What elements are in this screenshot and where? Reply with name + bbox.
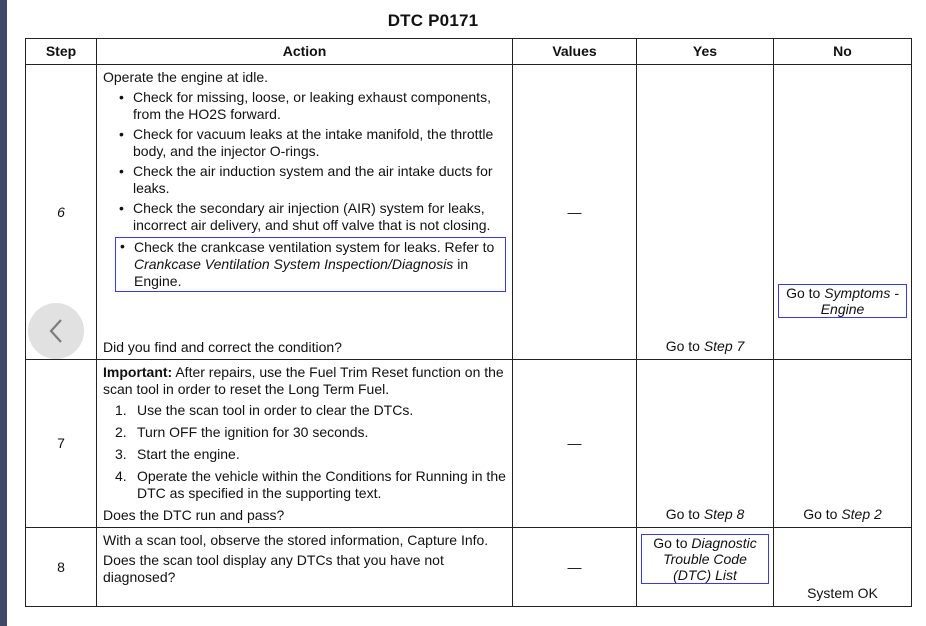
list-item — [115, 446, 506, 463]
header-action: Action — [97, 39, 513, 65]
list-item: • Check the secondary air injection (AIR) system for leaks, incorrect air delivery, and shut off valve that is not closing. — [115, 200, 506, 234]
viewer-left-edge — [0, 0, 7, 626]
values-cell: — — [513, 65, 637, 360]
header-values: Values — [513, 39, 637, 65]
action-question: Did you find and correct the condition? — [103, 339, 342, 355]
action-intro: Operate the engine at idle. — [103, 69, 269, 85]
list-item: • Check for vacuum leaks at the intake manifold, the throttle body, and the injector O-rings. — [115, 126, 506, 160]
step-number: 7 — [26, 360, 97, 528]
no-prefix: Go to — [786, 285, 821, 301]
no-cell: System OK — [774, 528, 912, 607]
item-text: Start the engine. — [137, 446, 240, 462]
action-text: With a scan tool, observe the stored information, Capture Info. — [103, 532, 489, 548]
header-step: Step — [26, 39, 97, 65]
item-text: Use the scan tool in order to clear the DTCs. — [137, 402, 414, 418]
crankcase-link-item[interactable] — [115, 237, 506, 292]
step-number: 6 — [26, 65, 97, 360]
list-item — [115, 424, 506, 441]
symptoms-engine-ref[interactable]: Symptoms - Engine — [820, 285, 899, 317]
no-prefix: Go to — [803, 506, 838, 522]
values-cell: — — [513, 360, 637, 528]
item-number: 1. — [115, 402, 127, 418]
item-number: 2. — [115, 424, 127, 440]
item-text: Turn OFF the ignition for 30 seconds. — [137, 424, 369, 440]
previous-page-button[interactable] — [28, 303, 84, 359]
table-row-step-7 — [26, 360, 912, 528]
table-row-step-6 — [26, 65, 912, 360]
page-title: DTC P0171 — [387, 11, 479, 30]
list-item-text: Check the crankcase ventilation system for leaks. Refer to — [134, 239, 495, 255]
yes-prefix: Go to — [665, 506, 700, 522]
goto-step-link[interactable]: Step 7 — [703, 338, 745, 354]
important-text: After repairs, use the Fuel Trim Reset function on the scan tool in order to reset the Long Term Fuel. — [103, 364, 504, 397]
values-cell: — — [513, 528, 637, 607]
list-item — [115, 402, 506, 419]
action-cell — [97, 65, 513, 360]
action-cell — [97, 528, 513, 607]
item-text: Operate the vehicle within the Conditions for Running in the DTC as specified in the supporting text. — [137, 468, 506, 501]
list-item-suffix: in Engine. — [134, 256, 469, 289]
important-label: Important: — [103, 364, 173, 380]
goto-symptoms-link[interactable] — [778, 284, 907, 318]
step-number: 8 — [26, 528, 97, 607]
header-yes: Yes — [637, 39, 774, 65]
header-no: No — [774, 39, 912, 65]
yes-cell — [637, 360, 774, 528]
table-header-row — [26, 39, 912, 65]
yes-prefix: Go to — [665, 338, 700, 354]
list-item: • Check for missing, loose, or leaking exhaust components, from the HO2S forward. — [115, 89, 506, 123]
goto-dtc-list-link[interactable] — [641, 534, 769, 584]
dtc-list-ref[interactable]: Diagnostic Trouble Code (DTC) List — [663, 535, 757, 583]
yes-prefix: Go to — [653, 535, 688, 551]
check-list — [103, 89, 506, 295]
item-number: 4. — [115, 468, 127, 484]
item-number: 3. — [115, 446, 127, 462]
goto-step-link[interactable]: Step 8 — [703, 506, 745, 522]
diagnostic-table — [25, 38, 912, 607]
no-cell — [774, 360, 912, 528]
table-row-step-8 — [26, 528, 912, 607]
action-question: Does the scan tool display any DTCs that you have not diagnosed? — [103, 552, 444, 585]
goto-step-link[interactable]: Step 2 — [841, 506, 882, 522]
action-question: Does the DTC run and pass? — [103, 507, 285, 523]
yes-cell — [637, 528, 774, 607]
procedure-list — [103, 402, 506, 507]
yes-cell — [637, 65, 774, 360]
crankcase-reference-link[interactable]: Crankcase Ventilation System Inspection/Diagnosis — [134, 256, 454, 272]
list-item — [115, 468, 506, 502]
chevron-left-icon — [47, 317, 65, 345]
no-cell — [774, 65, 912, 360]
important-note — [103, 364, 506, 398]
action-cell — [97, 360, 513, 528]
list-item: • Check the air induction system and the air intake ducts for leaks. — [115, 163, 506, 197]
